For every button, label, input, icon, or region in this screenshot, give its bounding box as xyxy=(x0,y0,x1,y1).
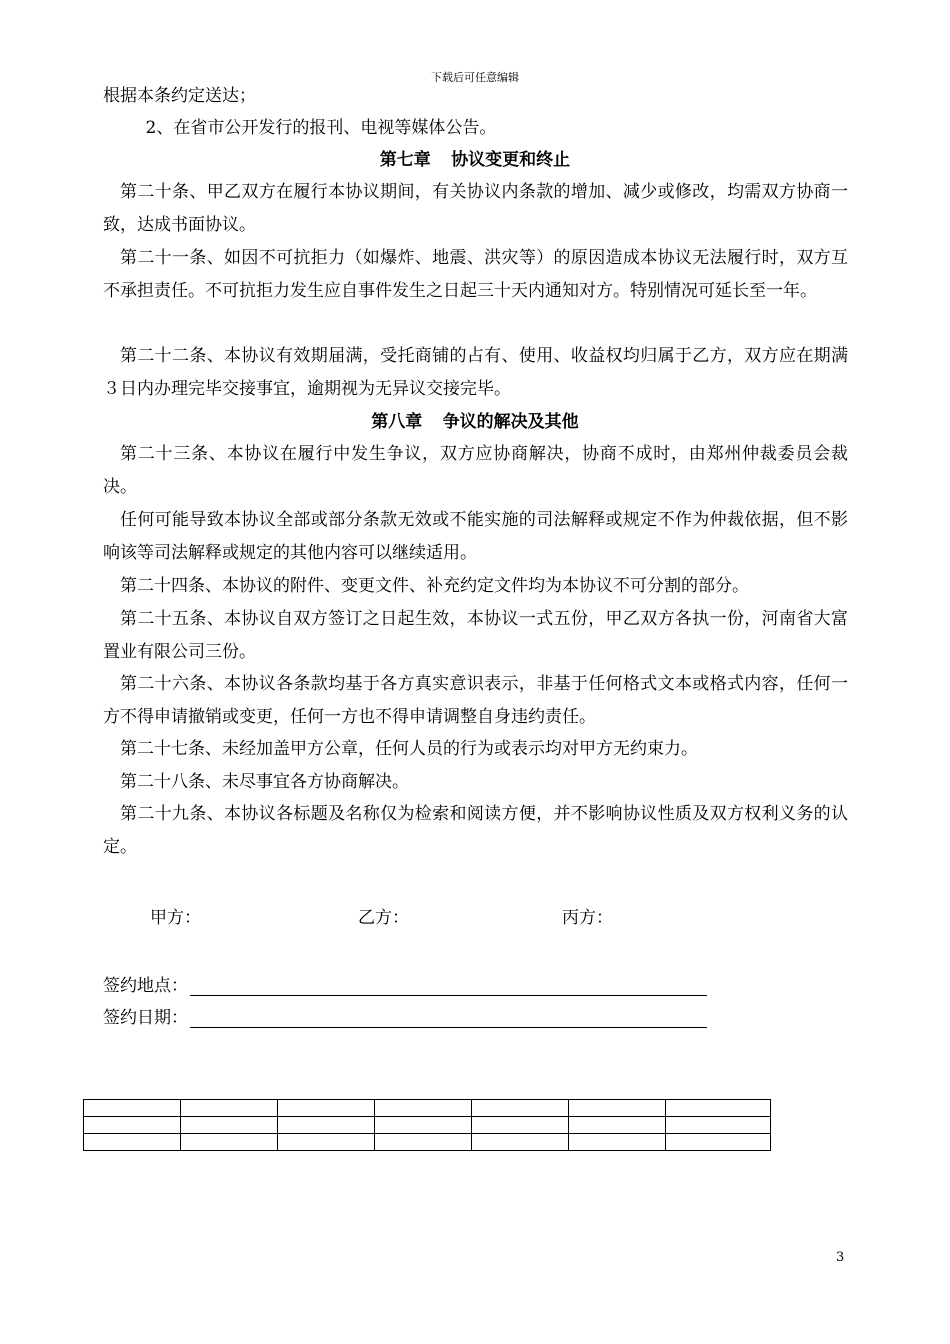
sign-place-label: 签约地点： xyxy=(103,976,188,996)
page-number: 3 xyxy=(836,1250,845,1265)
chapter-number: 第七章 xyxy=(379,150,431,170)
table-cell xyxy=(181,1117,278,1134)
table-row xyxy=(84,1100,771,1117)
paragraph: 根据本条约定送达； xyxy=(103,86,256,106)
table-cell xyxy=(84,1134,181,1151)
table-cell xyxy=(84,1100,181,1117)
table-cell xyxy=(666,1100,771,1117)
paragraph: 任何可能导致本协议全部或部分条款无效或不能实施的司法解释或规定不作为仲裁依据，但不影响该等司法解释或规定的其他内容可以继续适用。 xyxy=(103,510,848,563)
paragraph: 第二十八条、未尽事宜各方协商解决。 xyxy=(120,772,409,792)
sign-date-blank[interactable] xyxy=(190,1009,707,1028)
sign-place-blank[interactable] xyxy=(190,977,707,996)
chapter-heading-8 xyxy=(0,406,950,438)
table-cell xyxy=(278,1134,375,1151)
paragraph: 第二十九条、本协议各标题及名称仅为检索和阅读方便，并不影响协议性质及双方权利义务的认定。 xyxy=(103,804,848,857)
table-cell xyxy=(181,1100,278,1117)
party-c-label: 丙方： xyxy=(562,908,613,928)
paragraph: 第二十四条、本协议的附件、变更文件、补充约定文件均为本协议不可分割的部分。 xyxy=(120,576,749,596)
blank-table xyxy=(83,1099,771,1151)
table-cell xyxy=(569,1100,666,1117)
chapter-title: 争议的解决及其他 xyxy=(442,412,579,432)
table-cell xyxy=(666,1117,771,1134)
table-cell xyxy=(278,1117,375,1134)
table-cell xyxy=(472,1100,569,1117)
paragraph: 第二十五条、本协议自双方签订之日起生效，本协议一式五份，甲乙双方各执一份，河南省大富置业有限公司三份。 xyxy=(103,609,848,662)
table-row xyxy=(84,1134,771,1151)
table-cell xyxy=(375,1134,472,1151)
paragraph: 第二十一条、如因不可抗拒力（如爆炸、地震、洪灾等）的原因造成本协议无法履行时，双方互不承担责任。不可抗拒力发生应自事件发生之日起三十天内通知对方。特别情况可延长至一年。 xyxy=(103,248,848,301)
chapter-number: 第八章 xyxy=(371,412,423,432)
party-a-label: 甲方： xyxy=(150,908,201,928)
table-cell xyxy=(278,1100,375,1117)
chapter-title: 协议变更和终止 xyxy=(451,150,571,170)
party-b-label: 乙方： xyxy=(358,908,409,928)
table-cell xyxy=(569,1134,666,1151)
chapter-heading-7 xyxy=(0,144,950,176)
table-cell xyxy=(666,1134,771,1151)
table-row xyxy=(84,1117,771,1134)
table-cell xyxy=(569,1117,666,1134)
paragraph: 2、在省市公开发行的报刊、电视等媒体公告。 xyxy=(145,118,497,138)
sign-date-label: 签约日期： xyxy=(103,1008,188,1028)
sign-date-row xyxy=(103,1003,707,1028)
table-cell xyxy=(375,1100,472,1117)
table-cell xyxy=(84,1117,181,1134)
table-cell xyxy=(375,1117,472,1134)
sign-place-row xyxy=(103,971,707,996)
paragraph: 第二十六条、本协议各条款均基于各方真实意识表示，非基于任何格式文本或格式内容，任何一方不得申请撤销或变更，任何一方也不得申请调整自身违约责任。 xyxy=(103,674,848,727)
page-header: 下载后可任意编辑 xyxy=(431,71,519,84)
paragraph: 第二十二条、本协议有效期届满，受托商铺的占有、使用、收益权均归属于乙方，双方应在期满３日内办理完毕交接事宜，逾期视为无异议交接完毕。 xyxy=(103,346,848,399)
paragraph: 第二十三条、本协议在履行中发生争议，双方应协商解决，协商不成时，由郑州仲裁委员会裁决。 xyxy=(103,444,848,497)
table-cell xyxy=(472,1117,569,1134)
table-cell xyxy=(472,1134,569,1151)
table-cell xyxy=(181,1134,278,1151)
paragraph: 第二十条、甲乙双方在履行本协议期间，有关协议内条款的增加、减少或修改，均需双方协商一致，达成书面协议。 xyxy=(103,182,848,235)
paragraph: 第二十七条、未经加盖甲方公章，任何人员的行为或表示均对甲方无约束力。 xyxy=(120,739,698,759)
